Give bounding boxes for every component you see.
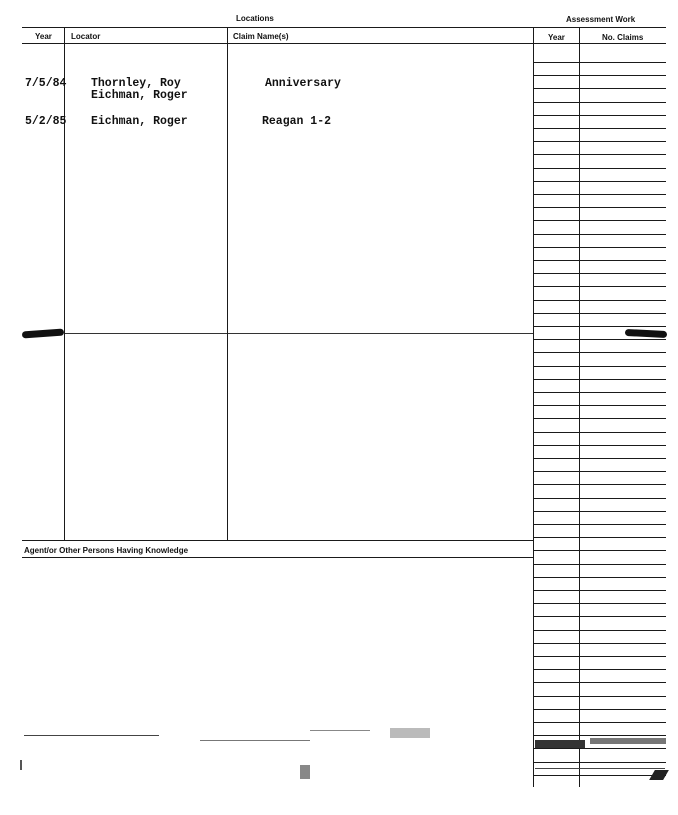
scan-noise-speck (20, 760, 22, 770)
agent-label-rule (22, 557, 534, 558)
assessment-row-rule (533, 326, 666, 327)
assessment-row-rule (533, 141, 666, 142)
left-margin-smudge (22, 329, 64, 339)
assessment-row-rule (533, 352, 666, 353)
scan-noise-line (24, 735, 159, 736)
assessment-work-heading: Assessment Work (566, 15, 636, 24)
assessment-row-rule (533, 550, 666, 551)
assessment-row-rule (533, 418, 666, 419)
assessment-row-rule (533, 260, 666, 261)
scan-noise-line (200, 740, 310, 741)
assessment-work-grid (533, 0, 666, 815)
assessment-row-rule (533, 194, 666, 195)
assessment-row-rule (533, 669, 666, 670)
scan-noise-line (535, 768, 665, 769)
assessment-row-rule (533, 616, 666, 617)
assessment-row-rule (533, 511, 666, 512)
entry-locator: Eichman, Roger (91, 89, 188, 102)
scan-noise-patch (390, 728, 430, 738)
assessment-row-rule (533, 498, 666, 499)
assessment-row-rule (533, 484, 666, 485)
scan-noise-line (310, 730, 370, 731)
assessment-row-rule (533, 339, 666, 340)
assessment-row-rule (533, 748, 666, 749)
entry-claim-name: Anniversary (265, 77, 341, 90)
assessment-row-rule (533, 181, 666, 182)
assessment-row-rule (533, 379, 666, 380)
assessment-row-rule (533, 471, 666, 472)
assessment-row-rule (533, 300, 666, 301)
assessment-row-rule (533, 313, 666, 314)
assessment-row-rule (533, 115, 666, 116)
scan-noise-patch (535, 740, 585, 748)
assessment-row-rule (533, 524, 666, 525)
assessment-row-rule (533, 577, 666, 578)
assessment-row-rule (533, 128, 666, 129)
assessment-row-rule (533, 392, 666, 393)
assessment-row-rule (533, 643, 666, 644)
assessment-row-rule (533, 220, 666, 221)
assessment-row-rule (533, 458, 666, 459)
col-aw-no-claims-header: No. Claims (602, 33, 644, 42)
col-locator-header: Locator (71, 32, 101, 41)
assessment-row-rule (533, 630, 666, 631)
assessment-row-rule (533, 247, 666, 248)
assessment-row-rule (533, 168, 666, 169)
assessment-row-rule (533, 273, 666, 274)
assessment-row-rule (533, 207, 666, 208)
assessment-row-rule (533, 88, 666, 89)
assessment-row-rule (533, 154, 666, 155)
assessment-row-rule (533, 682, 666, 683)
col-claim-names-header: Claim Name(s) (233, 32, 289, 41)
assessment-row-rule (533, 722, 666, 723)
col-year-header: Year (35, 32, 52, 41)
entry-locator: Eichman, Roger (91, 115, 188, 128)
entry-year: 7/5/84 (25, 77, 67, 90)
assessment-row-rule (533, 564, 666, 565)
assessment-row-rule (533, 762, 666, 763)
agent-section-label: Agent/or Other Persons Having Knowledge (24, 546, 189, 555)
entry-locator: Thornley, Roy (91, 77, 181, 90)
assessment-row-rule (533, 405, 666, 406)
entry-year: 5/2/85 (25, 115, 67, 128)
locator-claim-divider (227, 27, 228, 541)
locations-bottom-rule (22, 540, 534, 541)
assessment-row-rule (533, 286, 666, 287)
entry-claim-name: Reagan 1-2 (262, 115, 332, 128)
assessment-row-rule (533, 735, 666, 736)
assessment-row-rule (533, 432, 666, 433)
assessment-row-rule (533, 366, 666, 367)
assessment-row-rule (533, 75, 666, 76)
assessment-row-rule (533, 445, 666, 446)
locations-heading: Locations (236, 14, 274, 23)
assessment-row-rule (533, 590, 666, 591)
assessment-row-rule (533, 775, 666, 776)
assessment-row-rule (533, 537, 666, 538)
assessment-row-rule (533, 102, 666, 103)
assessment-row-rule (533, 62, 666, 63)
year-locator-divider (64, 27, 65, 541)
midpage-rule (64, 333, 534, 334)
scan-noise-patch (590, 738, 666, 744)
col-aw-year-header: Year (548, 33, 565, 42)
assessment-row-rule (533, 234, 666, 235)
assessment-row-rule (533, 696, 666, 697)
scan-noise-speck (300, 765, 310, 779)
assessment-row-rule (533, 656, 666, 657)
assessment-row-rule (533, 709, 666, 710)
assessment-row-rule (533, 603, 666, 604)
